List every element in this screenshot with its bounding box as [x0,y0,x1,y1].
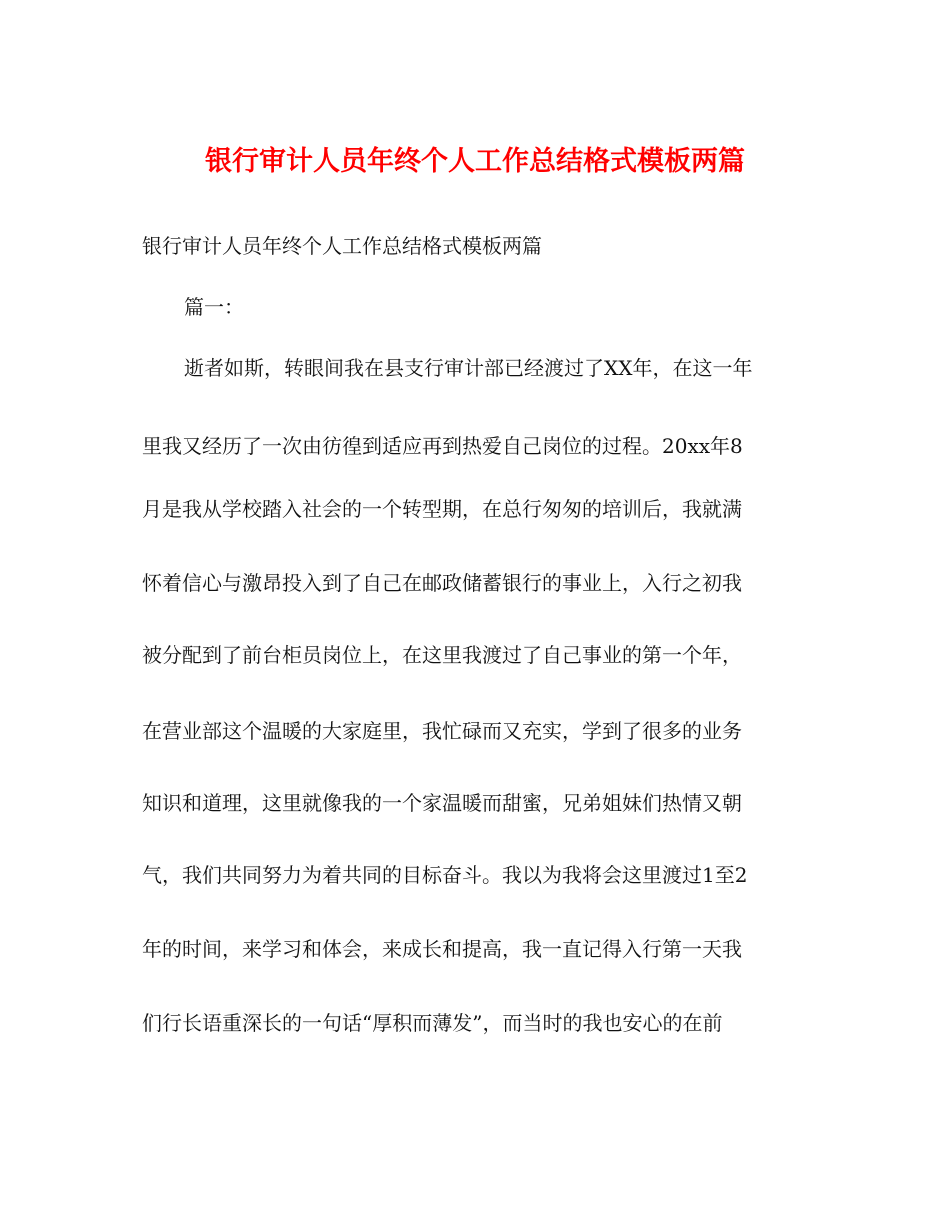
body-line: 们行长语重深长的一句话“厚积而薄发”，而当时的我也安心的在前 [142,1011,723,1035]
body-line: 年的时间，来学习和体会，来成长和提高，我一直记得入行第一天我 [142,937,742,961]
document-title: 银行审计人员年终个人工作总结格式模板两篇 [205,146,745,177]
body-line: 在营业部这个温暖的大家庭里，我忙碌而又充实，学到了很多的业务 [142,719,742,743]
body-line: 里我又经历了一次由彷徨到适应再到热爱自己岗位的过程。20xx年8 [142,434,743,458]
body-line: 逝者如斯，转眼间我在县支行审计部已经渡过了XX年，在这一年 [184,356,753,380]
body-line: 知识和道理，这里就像我的一个家温暖而甜蜜，兄弟姐妹们热情又朝 [142,791,742,815]
section-label: 篇一： [184,295,244,319]
body-line: 怀着信心与激昂投入到了自己在邮政储蓄银行的事业上，入行之初我 [142,571,742,595]
body-line: 月是我从学校踏入社会的一个转型期，在总行匆匆的培训后，我就满 [142,497,742,521]
body-line: 气，我们共同努力为着共同的目标奋斗。我以为我将会这里渡过1至2 [142,863,748,887]
document-subtitle: 银行审计人员年终个人工作总结格式模板两篇 [142,234,542,258]
body-line: 被分配到了前台柜员岗位上，在这里我渡过了自己事业的第一个年， [142,643,742,667]
